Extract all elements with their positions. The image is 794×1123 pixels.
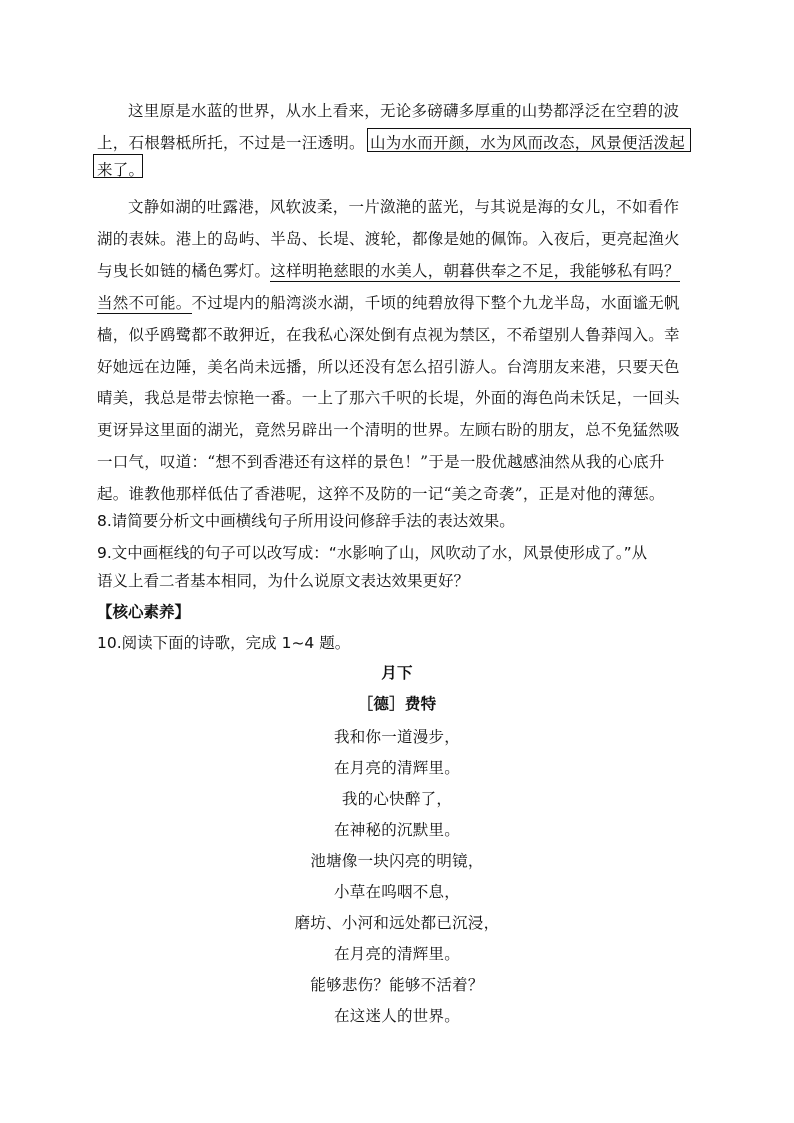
framed-sentence: 来了。 — [97, 161, 145, 179]
passage-line: 好她远在边陲，美名尚未远播，所以还没有怎么招引游人。台湾朋友来港，只要天色 — [97, 358, 680, 376]
passage-line — [97, 259, 680, 281]
poem-line: 我的心快醉了， — [341, 790, 453, 808]
poem-line: 在月亮的清辉里。 — [333, 945, 460, 963]
section-heading: 【核心素养】 — [97, 603, 191, 621]
passage-line — [97, 291, 680, 313]
passage-line: 樯，似乎鸥鹭都不敢狎近，在我私心深处倒有点视为禁区，不希望别人鲁莽闯入。幸 — [97, 326, 680, 344]
passage-line: 上，石根磐柢所托，不过是一汪透明。 — [97, 134, 365, 152]
underlined-sentence: 这样明艳慈眼的水美人，朝暮供奉之不足，我能够私有吗？ — [270, 262, 680, 280]
question-8: 8.请简要分析文中画横线句子所用设问修辞手法的表达效果。 — [97, 512, 515, 530]
poem-line: 在神秘的沉默里。 — [333, 821, 460, 839]
passage-line: 文静如湖的吐露港，风软波柔，一片潋滟的蓝光，与其说是海的女儿，不如看作 — [128, 198, 680, 216]
poem-author: ［德］费特 — [357, 694, 437, 713]
poem-line: 我和你一道漫步， — [333, 728, 460, 746]
passage-line: 晴美，我总是带去惊艳一番。一上了那六千呎的长堤，外面的海色尚未饫足，一回头 — [97, 389, 680, 407]
underlined-sentence: 当然不可能。 — [97, 294, 192, 312]
question-9-continued: 语义上看二者基本相同，为什么说原文表达效果更好？ — [97, 572, 470, 590]
question-9: 9.文中画框线的句子可以改写成：“水影响了山，风吹动了水，风景使形成了。”从 — [97, 544, 648, 562]
passage-line: 起。谁教他那样低估了香港呢，这猝不及防的一记“美之奇袭”，正是对他的薄惩。 — [97, 485, 665, 503]
poem-line: 小草在呜咽不息， — [333, 883, 460, 901]
question-10: 10.阅读下面的诗歌，完成 1~4 题。 — [97, 634, 351, 652]
passage-line: 湖的表妹。港上的岛屿、半岛、长堤、渡轮，都像是她的佩饰。入夜后，更亮起渔火 — [97, 230, 680, 248]
poem-line: 磨坊、小河和远处都已沉浸， — [294, 914, 500, 932]
passage-text: 不过堤内的船湾淡水湖，千顷的纯碧放得下整个九龙半岛，水面谧无帆 — [191, 294, 680, 312]
poem-line: 在这迷人的世界。 — [333, 1007, 460, 1025]
passage-line: 更讶异这里面的湖光，竟然另辟出一个清明的世界。左顾右盼的朋友，总不免猛然吸 — [97, 421, 680, 439]
poem-line: 能够悲伤？能够不活着？ — [310, 976, 484, 994]
passage-line: 一口气，叹道：“想不到香港还有这样的景色！”于是一股优越感油然从我的心底升 — [97, 453, 665, 471]
poem-line: 在月亮的清辉里。 — [333, 759, 460, 777]
framed-sentence: 山为水而开颜，水为风而改态，风景便活泼起 — [370, 134, 686, 152]
passage-line: 这里原是水蓝的世界，从水上看来，无论多磅礴多厚重的山势都浮泛在空碧的波 — [128, 102, 680, 120]
poem-title: 月下 — [381, 663, 413, 682]
poem-line: 池塘像一块闪亮的明镜， — [310, 852, 484, 870]
passage-text: 与曳长如链的橘色雾灯。 — [97, 262, 271, 280]
